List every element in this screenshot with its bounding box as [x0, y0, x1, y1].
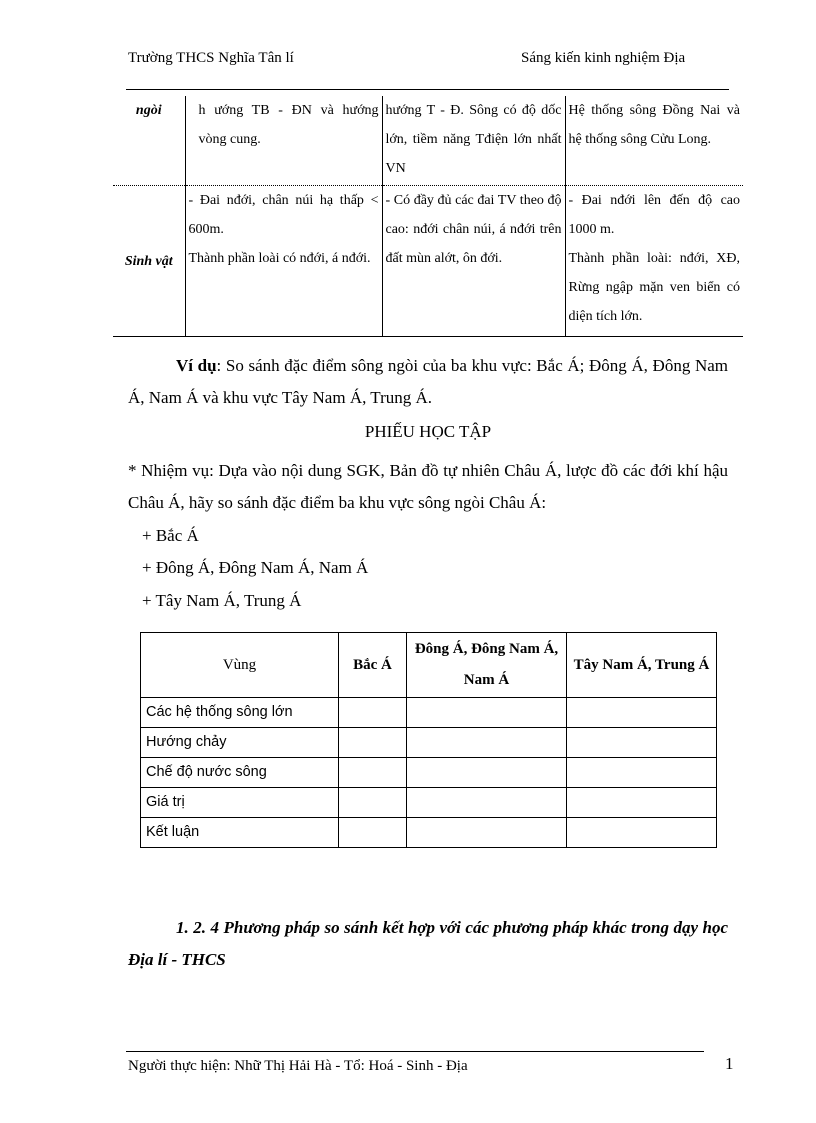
worksheet-title: PHIẾU HỌC TẬP: [364, 422, 492, 441]
empty-cell: [339, 818, 407, 848]
empty-cell: [407, 728, 567, 758]
table-header-row: [141, 633, 717, 698]
cell-text: - Đai nđới, chân núi hạ thấp < 600m.: [188, 193, 379, 237]
cell-text: - Đai nđới lên đến độ cao 1000 m.: [568, 193, 740, 237]
footer-divider: [126, 1051, 704, 1052]
page-number: 1: [725, 1054, 734, 1073]
row-label-sinh-vat: Sinh vật: [113, 186, 185, 337]
header-school: Trường THCS Nghĩa Tân lí: [128, 50, 294, 66]
header-divider: [126, 89, 729, 90]
empty-cell: [339, 758, 407, 788]
empty-cell: [567, 698, 717, 728]
bullet-item: + Bắc Á: [142, 526, 199, 545]
table-row: [113, 96, 743, 186]
row-label: Chế độ nước sông: [141, 758, 339, 788]
task-paragraph: * Nhiệm vụ: Dựa vào nội dung SGK, Bản đồ tự nhiên Châu Á, lược đồ các đới khí hậu Châu Á, hãy so sánh đặc điểm ba khu vực sông ngòi Châu Á:: [128, 461, 728, 512]
cell-text: hướng T - Đ. Sông có độ dốc lớn, tiềm năng Tđiện lớn nhất VN: [385, 103, 562, 176]
cell-text: h ướng TB - ĐN và hướng vòng cung.: [198, 103, 379, 147]
footer-author: Người thực hiện: Nhữ Thị Hải Hà - Tổ: Hoá - Sinh - Địa: [128, 1058, 468, 1074]
worksheet-table: [140, 632, 717, 848]
cell-east-asia: [382, 96, 565, 186]
empty-cell: [407, 758, 567, 788]
empty-cell: [407, 788, 567, 818]
example-paragraph: [128, 350, 728, 414]
cell-southeast-asia: [565, 186, 743, 337]
row-label: Giá trị: [141, 788, 339, 818]
empty-cell: [407, 698, 567, 728]
row-label-ngoi: ngòi: [113, 96, 185, 186]
table-row: [141, 758, 717, 788]
row-label: Các hệ thống sông lớn: [141, 698, 339, 728]
header-southwest-asia: Tây Nam Á, Trung Á: [567, 633, 717, 698]
cell-text: - Có đầy đủ các đai TV theo độ cao: nđới chân núi, á nđới trên đất mùn alớt, ôn đới.: [385, 193, 562, 266]
example-text: : So sánh đặc điểm sông ngòi của ba khu vực: Bắc Á; Đông Á, Đông Nam Á, Nam Á và khu vực Tây Nam Á, Trung Á.: [128, 356, 728, 407]
empty-cell: [339, 788, 407, 818]
cell-southeast-asia: [565, 96, 743, 186]
cell-text: Thành phần loài: nđới, XĐ, Rừng ngập mặn ven biển có diện tích lớn.: [568, 251, 740, 324]
bullet-item: + Đông Á, Đông Nam Á, Nam Á: [142, 558, 369, 577]
row-label: Kết luận: [141, 818, 339, 848]
empty-cell: [567, 728, 717, 758]
empty-cell: [567, 758, 717, 788]
header-north-asia: Bắc Á: [339, 633, 407, 698]
cell-text: Hệ thống sông Đồng Nai và hệ thống sông Cửu Long.: [568, 103, 740, 147]
row-label: Hướng chảy: [141, 728, 339, 758]
empty-cell: [339, 728, 407, 758]
cell-text: Thành phần loài có nđới, á nđới.: [188, 251, 371, 266]
table-row: [141, 698, 717, 728]
header-title: Sáng kiến kinh nghiệm Địa: [521, 50, 686, 66]
table-row: [113, 186, 743, 337]
header-region: Vùng: [141, 633, 339, 698]
cell-north-asia: [185, 186, 382, 337]
empty-cell: [567, 818, 717, 848]
table-row: [141, 788, 717, 818]
example-label: Ví dụ: [176, 356, 217, 375]
header-east-asia: Đông Á, Đông Nam Á, Nam Á: [407, 633, 567, 698]
empty-cell: [339, 698, 407, 728]
cell-north-asia: [185, 96, 382, 186]
table-row: [141, 728, 717, 758]
cell-east-asia: [382, 186, 565, 337]
empty-cell: [407, 818, 567, 848]
bullet-item: + Tây Nam Á, Trung Á: [142, 591, 302, 610]
empty-cell: [567, 788, 717, 818]
table-row: [141, 818, 717, 848]
comparison-table: [113, 96, 743, 337]
section-heading: 1. 2. 4 Phương pháp so sánh kết hợp với các phương pháp khác trong dạy học Địa lí - THCS: [128, 918, 728, 969]
